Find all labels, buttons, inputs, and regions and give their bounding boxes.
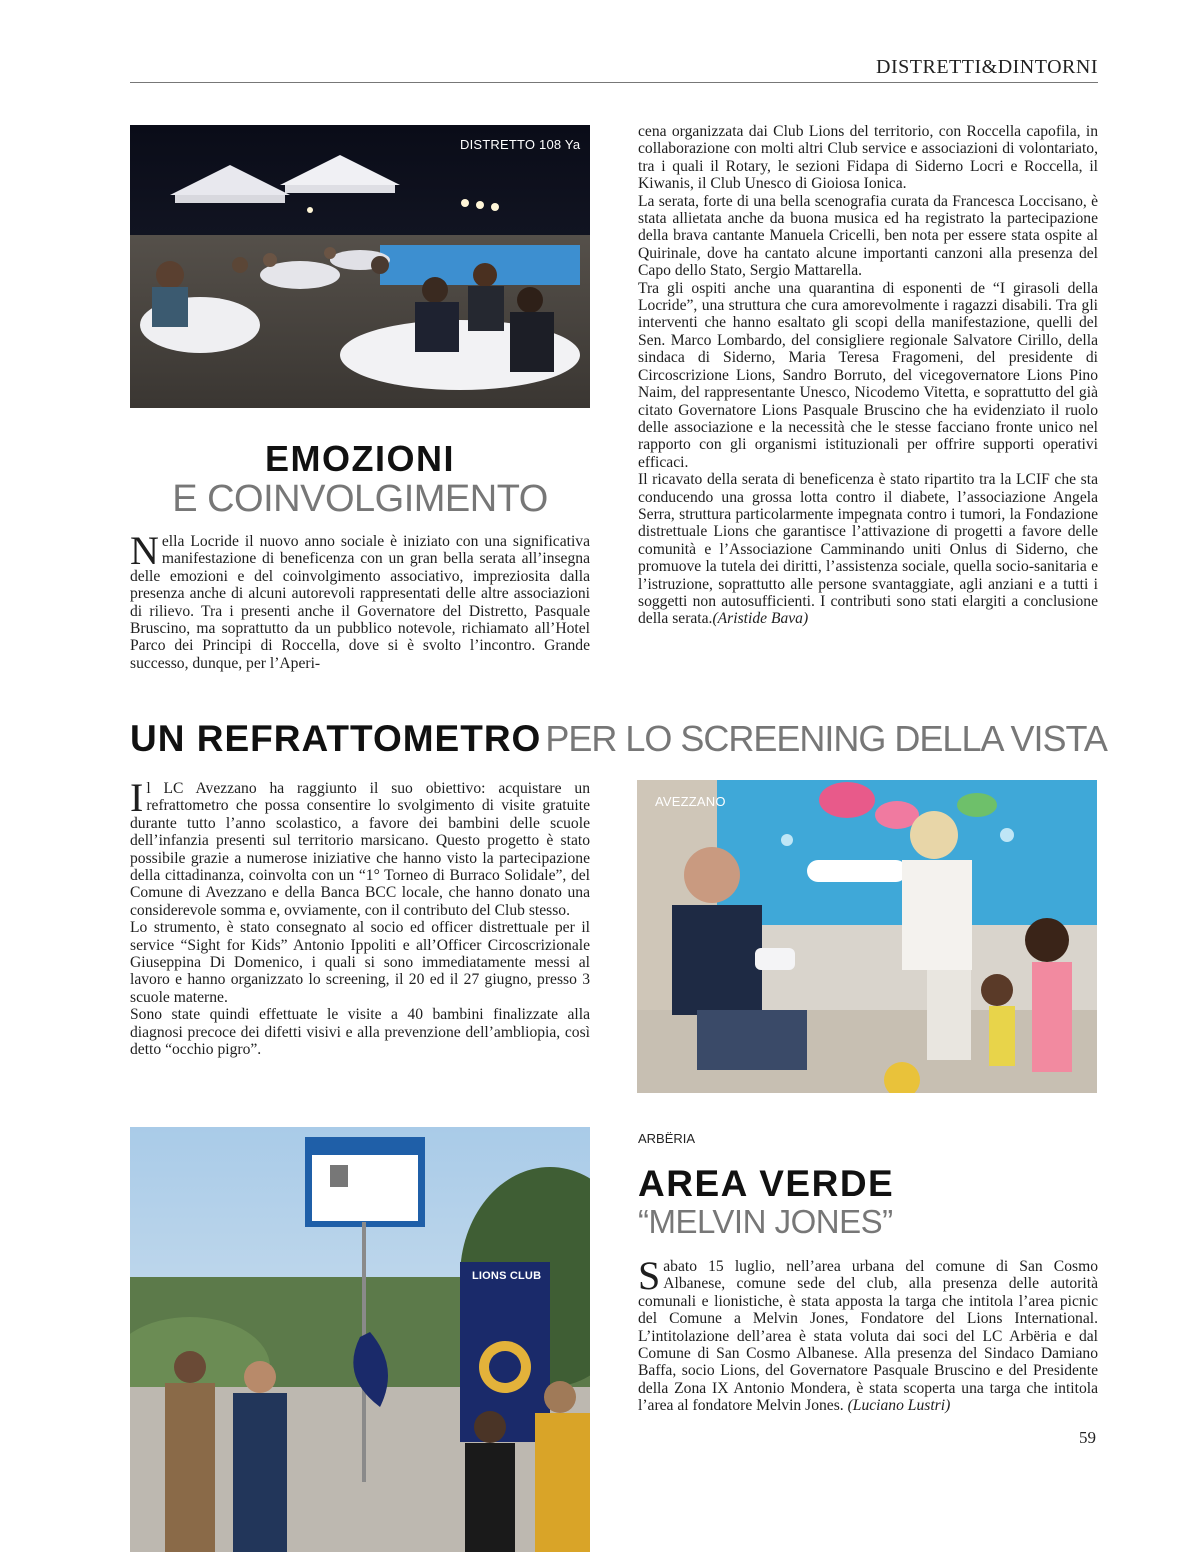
plaque-unveiling-image — [130, 1127, 590, 1552]
paragraph: Lo strumento, è stato consegnato al socio ed officer distrettuale per il service “Sight for Kids” Antonio Ippoliti e all’Officer Circoscrizionale Giuseppina Di Domenico, i quali si sono immediatamente messi al lavoro e hanno organizzato lo screening, il 20 ed il 27 giugno, presso 3 scuole materne. — [130, 919, 590, 1006]
article-text: Il LC Avezzano ha raggiunto il suo obiettivo: acquistare un refrattometro che possa consentire lo svolgimento di visite gratuite durante tutto l’anno scolastico, a favore dei bambini delle scuole dell’infanzia presenti sul territorio marsicano. Questo progetto è stato possibile grazie a numerose iniziative che hanno visto la partecipazione della cittadinanza, coinvolta con un “1° Torneo di Burraco Solidale”, del Comune di Avezzano e della Banca BCC locale, che hanno donato una considerevole somma e, ovviamente, con il contributo del Club stesso. Lo strumento, è stato consegnato al socio ed officer distrettuale per il service “Sight for Kids” Antonio Ippoliti e all’Officer Circoscrizionale Giuseppina Di Domenico, i quali si sono immediatamente messi al lavoro e hanno organizzato lo screening, il 20 ed il 27 giugno, presso 3 scuole materne. Sono state quindi effettuate le visite a 40 bambini finalizzate alla diagnosi precoce dei difetti visivi e alla prevenzione dell’ambliopia, così detto “occhio pigro”. — [130, 775, 590, 1059]
author-credit: (Luciano Lustri) — [847, 1397, 951, 1415]
dropcap: N — [130, 528, 159, 573]
school-screening-photo — [637, 780, 1097, 1093]
header-rule — [130, 82, 1098, 83]
article-text: Sabato 15 luglio, nell’area urbana del comune di San Cosmo Albanese, comune sede del club, alla presenza delle autorità comunali e lionistiche, è stata apposta la targa che intitola l’area picnic del Comune a Melvin Jones, Fondatore del Lions International. L’intitolazione dell’area è stata voluta dai soci del LC Arbëria e dal Comune di San Cosmo Albanese. Alla presenza del Sindaco Damiano Baffa, socio Lions, del Governatore Pasquale Bruscino e del Presidente della Zona IX Antonio Mondera, è stata scoperta una targa che intitola l’area al fondatore Melvin Jones. (Luciano Lustri) — [638, 1253, 1098, 1415]
dinner-event-photo — [130, 125, 590, 408]
plaque-unveiling-photo — [130, 1127, 590, 1552]
page-number: 59 — [1079, 1428, 1096, 1447]
school-screening-image — [637, 780, 1097, 1093]
author-credit: (Aristide Bava) — [712, 610, 809, 628]
article-title: EMOZIONI — [265, 438, 455, 479]
article-text-column-2 — [638, 123, 1098, 628]
paragraph: cena organizzata dai Club Lions del territorio, con Roccella capofila, in collaborazione con molti altri Club service e associazioni di volontariato, tra i quali il Rotary, le sezioni Fidapa di Siderno Locri e Roccella, il Kiwanis, il Club Unesco di Gioiosa Ionica. — [638, 123, 1098, 193]
dinner-event-image — [130, 125, 590, 408]
headline-light: PER LO SCREENING DELLA VISTA — [545, 718, 1107, 759]
photo-label: DISTRETTO 108 Ya — [460, 137, 581, 152]
article-subtitle: “MELVIN JONES” — [638, 1203, 893, 1240]
section-title: DISTRETTI&DINTORNI — [876, 56, 1098, 78]
article-headline — [130, 718, 1107, 760]
article-title: AREA VERDE — [638, 1163, 895, 1204]
photo-label: AVEZZANO — [655, 794, 726, 809]
headline-bold: UN REFRATTOMETRO — [130, 718, 542, 759]
paragraph: Sono state quindi effettuate le visite a 40 bambini finalizzate alla diagnosi precoce dei difetti visivi e alla prevenzione dell’ambliopia, così detto “occhio pigro”. — [130, 1006, 590, 1059]
article-kicker: ARBËRIA — [638, 1131, 696, 1146]
paragraph: La serata, forte di una bella scenografia curata da Francesca Loccisano, è stata allietata anche da buona musica ed ha registrato la partecipazione della brava cantante Manuela Cricelli, ben nota per essere stata ospite al Quirinale, dove ha cantato alcune importanti canzoni alla presenza del Capo dello Stato, Sergio Mattarella. — [638, 192, 1098, 280]
dropcap: I — [130, 775, 144, 820]
paragraph: Il ricavato della serata di beneficenza è stato ripartito tra la LCIF che sta conducendo una grossa lotta contro il diabete, l’associazione Angela Serra, struttura particolarmente impegnata contro i tumori, la Fondazione distrettuale Lions che garantisce l’attivazione di progetti a favore delle comunità e l’Associazione Camminando uniti Onlus di Siderno, che promuove la tutela dei diritti, l’assistenza sociale, quella socio-sanitaria e l’istruzione, soprattutto alle persone svantaggiate, agli anziani e a tutti i soggetti non autosufficienti. I contributi sono stati elargiti a conclusione della serata.(Aristide Bava) — [638, 471, 1098, 628]
paragraph: Tra gli ospiti anche una quarantina di esponenti de “I girasoli della Locride”, una struttura che cura amorevolmente i ragazzi disabili. Tra gli interventi che hanno esaltato gli scopi della manifestazione, quelli del Sen. Marco Lombardo, del consigliere regionale Salvatore Cirillo, della sindaca di Siderno, Maria Teresa Fragomeni, del presidente di Circoscrizione Lions, Sandro Borruto, del vicegovernatore Lions Pino Naim, del rappresentante Unesco, Nicodemo Vitetta, e soprattutto del già citato Governatore Lions Pasquale Bruscino che ha evidenziato il ruolo delle associazione e la necessità che le stesse facciano fronte unico nel rapporto con gli organismi istituzionali per offrire supporti operativi efficaci. — [638, 279, 1098, 471]
article-text-column-1: Nella Locride il nuovo anno sociale è iniziato con una significativa manifestazione di beneficenza con un gran bella serata all’insegna delle emozioni e del coinvolgimento associativo, impreziosita dalla presenza anche di alcuni autorevoli rappresentati delle altre associazioni di rilievo. Tra i presenti anche il Governatore del Distretto, Pasquale Bruscino, ma soprattutto da un pubblico notevole, richiamato all’Hotel Parco dei Principi di Roccella, dove si è svolto l’incontro. Grande successo, dunque, per l’Aperi- — [130, 528, 590, 672]
article-subtitle: E COINVOLGIMENTO — [172, 478, 548, 520]
banner-text: LIONS CLUB — [472, 1270, 542, 1282]
dropcap: S — [638, 1253, 661, 1298]
